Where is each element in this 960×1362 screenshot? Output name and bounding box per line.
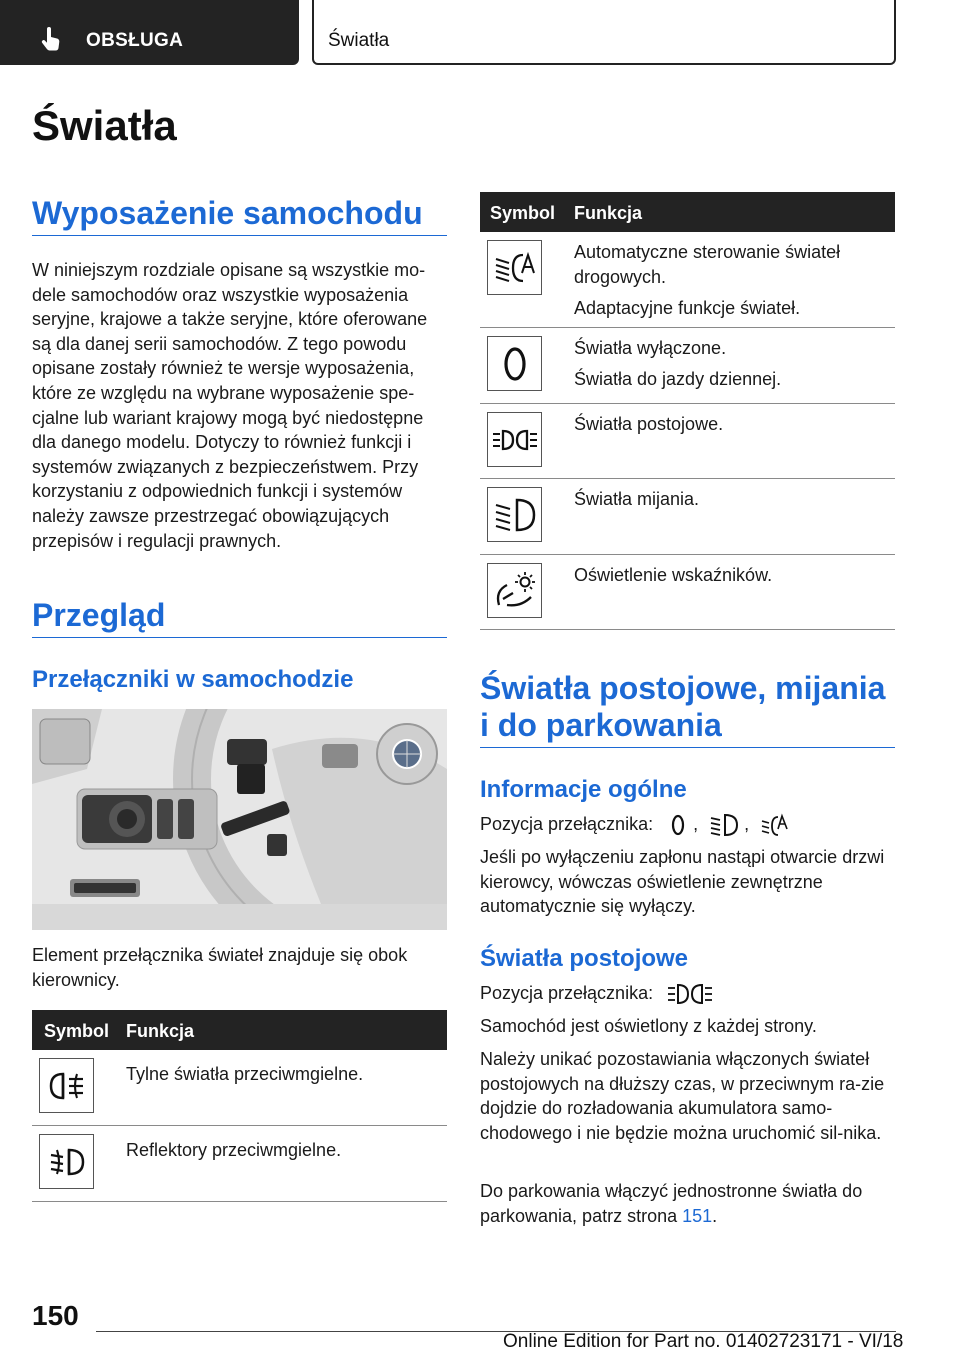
- parking-paragraph-1: Samochód jest oświetlony z każdej strony.: [480, 1016, 817, 1036]
- heading-rule: [32, 235, 447, 236]
- row-text: Światła wyłączone.: [574, 338, 727, 358]
- col-symbol: Symbol: [490, 203, 556, 223]
- heading-general: Informacje ogólne: [480, 776, 687, 803]
- page-number: 150: [32, 1300, 79, 1331]
- section-tab-label: OBSŁUGA: [86, 30, 184, 51]
- table-header: [32, 1010, 447, 1050]
- table-row: [480, 328, 895, 404]
- instrument-lighting-icon: [487, 563, 542, 618]
- row-function: [574, 487, 892, 518]
- parking-position-line: [480, 981, 895, 1006]
- separator: ,: [693, 814, 699, 834]
- lights-off-icon: [487, 336, 542, 391]
- low-beam-icon: [709, 813, 739, 837]
- general-paragraph: Jeśli po wyłączeniu zapłonu nastąpi otwarcie drzwi kierowcy, wówczas oświetlenie zewnętrzne automatycznie się wyłączy.: [480, 847, 885, 917]
- heading-rule: [32, 637, 447, 638]
- col-symbol: Symbol: [44, 1021, 110, 1041]
- parking-text-end: .: [712, 1205, 718, 1226]
- row-text: Światła postojowe.: [574, 414, 724, 434]
- row-text: Światła mijania.: [574, 489, 700, 509]
- row-function: [574, 240, 892, 327]
- table-row: [32, 1050, 447, 1126]
- parking-paragraph-3: [480, 1179, 898, 1228]
- col-function: Funkcja: [126, 1021, 195, 1041]
- front-fog-light-icon: [39, 1134, 94, 1189]
- table-row: [480, 404, 895, 479]
- table-row: [480, 232, 895, 328]
- table-row: [480, 555, 895, 630]
- heading-equipment: Wyposażenie samochodu: [32, 195, 423, 231]
- heading-overview: Przegląd: [32, 597, 166, 633]
- position-label: Pozycja przełącznika:: [480, 814, 654, 834]
- equipment-paragraph: W niniejszym rozdziale opisane są wszystkie mo-dele samochodów oraz wszystkie wyposażenia seryjne, krajowe a także seryjne, które oferowane są dla danej serii samochodów. Z tego powodu opisane zostały również te wersje wyposażenia, które ze względu na wybrane wyposażenie spe-cjalne lub wariant krajowy mogą być niedostępne dla danego modelu. Dotyczy to również funkcji i systemów związanych z bezpieczeństwem. Przy korzystaniu z odpowiednich funkcji i systemów należy zawsze przestrzegać obowiązujących przepisów i regulacji prawnych.: [32, 260, 428, 551]
- breadcrumb: [312, 0, 896, 65]
- car-interior-illustration: [32, 709, 447, 930]
- general-position-line: [480, 812, 895, 837]
- breadcrumb-label: Światła: [328, 30, 390, 51]
- parking-paragraph-2: Należy unikać pozostawiania włączonych świateł postojowych na dłuższy czas, w przeciwnym ra-zie dojdzie do rozładowania akumulatora samo-chodowego i nie będzie można uruchomić sil-nika.: [480, 1049, 885, 1143]
- rear-fog-light-icon: [39, 1058, 94, 1113]
- heading-lights: Światła postojowe, mijania i do parkowania: [480, 670, 886, 744]
- page-link[interactable]: 151: [682, 1205, 713, 1226]
- row-text: Oświetlenie wskaźników.: [574, 565, 773, 585]
- section-tab[interactable]: [0, 0, 299, 65]
- hand-pointer-icon: [40, 27, 62, 51]
- row-function: [126, 1062, 441, 1093]
- page-title: Światła: [32, 102, 177, 149]
- symbol-table-left: [32, 1010, 447, 1202]
- row-text: Adaptacyjne funkcje świateł.: [574, 298, 801, 318]
- row-text: Tylne światła przeciwmgielne.: [126, 1064, 364, 1084]
- heading-parking: Światła postojowe: [480, 945, 689, 972]
- row-text: Światła do jazdy dziennej.: [574, 369, 782, 389]
- switch-photo: [32, 709, 447, 930]
- parking-light-icon: [487, 412, 542, 467]
- auto-light-icon: [487, 240, 542, 295]
- table-row: [480, 479, 895, 555]
- row-text: Automatyczne sterowanie świateł drogowych.: [574, 242, 841, 287]
- row-function: [574, 563, 892, 594]
- separator: ,: [744, 814, 750, 834]
- heading-switches: Przełączniki w samochodzie: [32, 666, 354, 693]
- low-beam-icon: [487, 487, 542, 542]
- row-text: Reflektory przeciwmgielne.: [126, 1140, 342, 1160]
- photo-caption: Element przełącznika świateł znajduje się obok kierownicy.: [32, 945, 408, 990]
- symbol-table-right: [480, 192, 895, 630]
- parking-text: Do parkowania włączyć jednostronne światła do parkowania, patrz strona: [480, 1181, 863, 1226]
- lights-off-icon: [668, 813, 688, 837]
- row-function: [574, 412, 892, 443]
- footer-edition: Online Edition for Part no. 01402723171 - VI/18: [503, 1331, 904, 1352]
- table-header: [480, 192, 895, 232]
- col-function: Funkcja: [574, 203, 643, 223]
- heading-rule: [480, 747, 895, 748]
- auto-light-icon: [760, 813, 790, 837]
- parking-light-icon: [666, 982, 714, 1006]
- row-function: [126, 1138, 441, 1169]
- position-label: Pozycja przełącznika:: [480, 983, 654, 1003]
- row-function: [574, 336, 892, 398]
- table-row: [32, 1126, 447, 1202]
